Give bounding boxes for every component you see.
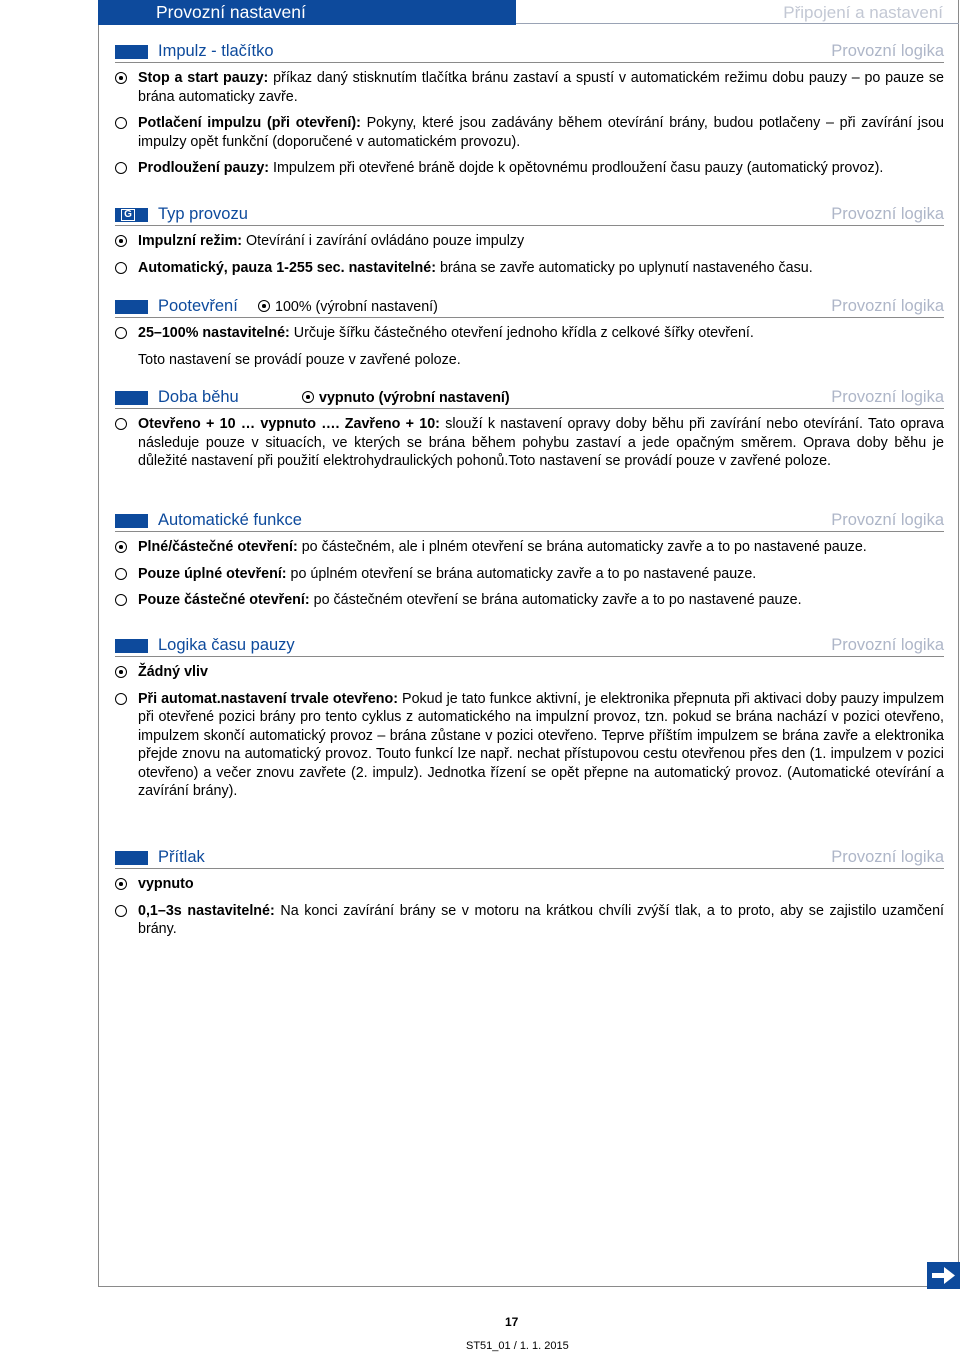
- section-marker: [115, 514, 148, 528]
- option-item: [115, 324, 944, 343]
- section-logika-casu-pauzy: [115, 634, 944, 801]
- logic-label: Provozní logika: [831, 42, 944, 60]
- section-header: [115, 386, 944, 409]
- next-page-button[interactable]: [927, 1262, 960, 1289]
- g-badge-icon: [115, 208, 148, 222]
- logic-label: Provozní logika: [831, 636, 944, 654]
- logic-label: Provozní logika: [831, 297, 944, 315]
- option-text: po úplném otevření se brána automaticky zavře a to po nastavené pauze.: [286, 565, 757, 582]
- section-doba-behu: [115, 386, 944, 471]
- section-typ-provozu: [115, 203, 944, 277]
- section-title: Logika času pauzy: [158, 636, 295, 654]
- badge-letter: G: [121, 209, 135, 221]
- option-text: Určuje šířku částečného otevření jednoho křídla z celkové šířky otevření.: [289, 325, 754, 341]
- radio-selected-icon: [115, 235, 127, 247]
- option-text: Pokud je tato funkce aktivní, je elektronika přepnuta při aktivaci doby pauzy impulzem při otevřené pozici brány pro tento cyklus z automatického na impulzní provoz, tzn. pokud se brána nachází v pozici otevřeno, impulzem skončí automatický provoz – brána zůstane v pozici otevřeno. Teprve příštím impulzem se brána zavře a elektronika přejde znovu na automatický provoz. Touto funkcí lze např. nechat přístupovou cestu otevřenou přes den (1. impulzem v pozici otevřeno) a večer znovu zavřete (2. impulz). Jednotka řízení se opět přepne na automatický provoz. (Automatické otevírání a zavírání brány).: [138, 690, 944, 799]
- option-label: Impulzní režim:: [138, 233, 243, 249]
- option-item: [115, 690, 944, 801]
- default-setting: [258, 297, 438, 317]
- option-label: Automatický, pauza 1-255 sec. nastavitelné:: [138, 259, 436, 276]
- radio-empty-icon: [115, 162, 127, 174]
- section-title: Automatické funkce: [158, 511, 302, 529]
- header-bar: [98, 0, 959, 25]
- option-item: [115, 565, 944, 584]
- option-label: Pouze úplné otevření:: [138, 565, 287, 582]
- default-text: 100% (výrobní nastavení): [275, 299, 438, 315]
- section-header: [115, 40, 944, 63]
- radio-empty-icon: [115, 327, 127, 339]
- default-text: vypnuto (výrobní nastavení): [319, 390, 510, 406]
- arrow-right-icon: [927, 1262, 960, 1289]
- option-item: [115, 663, 944, 682]
- radio-empty-icon: [115, 693, 127, 705]
- radio-empty-icon: [115, 594, 127, 606]
- section-header: [115, 634, 944, 657]
- option-label: vypnuto: [138, 876, 194, 892]
- section-title: Pootevření: [158, 297, 238, 315]
- option-text: Impulzem při otevřené bráně dojde k opětovnému prodloužení času pauzy (automatický provoz).: [269, 160, 884, 176]
- section-marker: [115, 391, 148, 405]
- section-header: [115, 846, 944, 869]
- radio-selected-icon: [115, 541, 127, 553]
- option-label: Při automat.nastavení trvale otevřeno:: [138, 690, 398, 707]
- section-title: Přítlak: [158, 848, 205, 866]
- option-label: Žádný vliv: [138, 664, 208, 680]
- section-pootevreni: [115, 295, 944, 369]
- option-label: Potlačení impulzu (při otevření):: [138, 115, 361, 131]
- option-item: [115, 114, 944, 151]
- option-item: [115, 259, 944, 278]
- logic-label: Provozní logika: [831, 848, 944, 866]
- section-marker: [115, 45, 148, 59]
- footer-text: ST51_01 / 1. 1. 2015: [466, 1340, 569, 1352]
- section-marker: [115, 300, 148, 314]
- radio-selected-icon: [115, 878, 127, 890]
- section-automaticke-funkce: [115, 509, 944, 610]
- default-setting: [302, 388, 510, 408]
- option-item: [115, 591, 944, 610]
- radio-selected-icon: [258, 300, 270, 312]
- section-pritlak: [115, 846, 944, 939]
- option-label: Otevřeno + 10 … vypnuto …. Zavřeno + 10:: [138, 416, 440, 432]
- option-item: [115, 159, 944, 178]
- option-text: příkaz daný stisknutím tlačítka bránu zastaví a spustí v automatickém režimu dobu pauzy – po pauze se brána automaticky zavře.: [138, 70, 944, 105]
- option-text: po částečném, ale i plném otevření se brána automaticky zavře a to po nastavené pauze.: [297, 539, 867, 555]
- option-text: Pokyny, které jsou zadávány během otevírání brány, budou potlačeny – při zavírání jsou impulzy opět funkční (doporučené v automatickém provozu).: [138, 115, 945, 150]
- section-header: [115, 295, 944, 318]
- option-label: 0,1–3s nastavitelné:: [138, 902, 275, 919]
- option-item: [115, 902, 944, 939]
- option-item: [115, 69, 944, 106]
- option-item: [115, 232, 944, 251]
- section-header: [115, 509, 944, 532]
- radio-selected-icon: [115, 72, 127, 84]
- page-title: Provozní nastavení: [98, 0, 516, 25]
- option-label: Stop a start pauzy:: [138, 70, 269, 86]
- note-text: Toto nastavení se provádí pouze v zavřené poloze.: [138, 351, 461, 368]
- radio-selected-icon: [115, 666, 127, 678]
- radio-empty-icon: [115, 262, 127, 274]
- section-title: Doba běhu: [158, 388, 239, 406]
- option-text: slouží k nastavení opravy doby běhu při zavírání nebo otevírání. Tato oprava následuje pouze v situacích, ve kterých se brána během pohybu zastaví a jede opačným směrem. Oprava doby běhu je důležité nastavení při použití elektrohydraulických pohonů.Toto nastavení se provádí pouze v zavřené poloze.: [138, 416, 944, 469]
- radio-empty-icon: [115, 905, 127, 917]
- logic-label: Provozní logika: [831, 388, 944, 406]
- section-marker: [115, 639, 148, 653]
- option-text: Na konci zavírání brány se v motoru na krátkou chvíli zvýší tlak, a to proto, aby se zajistilo uzamčení brány.: [138, 902, 944, 937]
- option-label: Pouze částečné otevření:: [138, 592, 310, 608]
- option-text: po částečném otevření se brána automaticky zavře a to po nastavené pauze.: [309, 592, 802, 608]
- logic-label: Provozní logika: [831, 511, 944, 529]
- section-title: Typ provozu: [158, 205, 248, 223]
- section-impulz: [115, 40, 944, 178]
- radio-empty-icon: [115, 568, 127, 580]
- logic-label: Provozní logika: [831, 205, 944, 223]
- page-number: 17: [505, 1315, 519, 1329]
- option-item: [115, 875, 944, 894]
- option-label: 25–100% nastavitelné:: [138, 325, 290, 341]
- section-header: [115, 203, 944, 226]
- chapter-title: Připojení a nastavení: [783, 3, 943, 22]
- option-label: Prodloužení pauzy:: [138, 160, 270, 176]
- option-text: Otevírání i zavírání ovládáno pouze impulzy: [242, 233, 525, 249]
- radio-empty-icon: [115, 418, 127, 430]
- option-label: Plné/částečné otevření:: [138, 539, 298, 555]
- option-text: brána se zavře automaticky po uplynutí nastaveného času.: [435, 259, 813, 276]
- option-item: [115, 415, 944, 471]
- section-title: Impulz - tlačítko: [158, 42, 274, 60]
- option-item: [115, 538, 944, 557]
- radio-empty-icon: [115, 117, 127, 129]
- radio-selected-icon: [302, 391, 314, 403]
- section-marker: [115, 851, 148, 865]
